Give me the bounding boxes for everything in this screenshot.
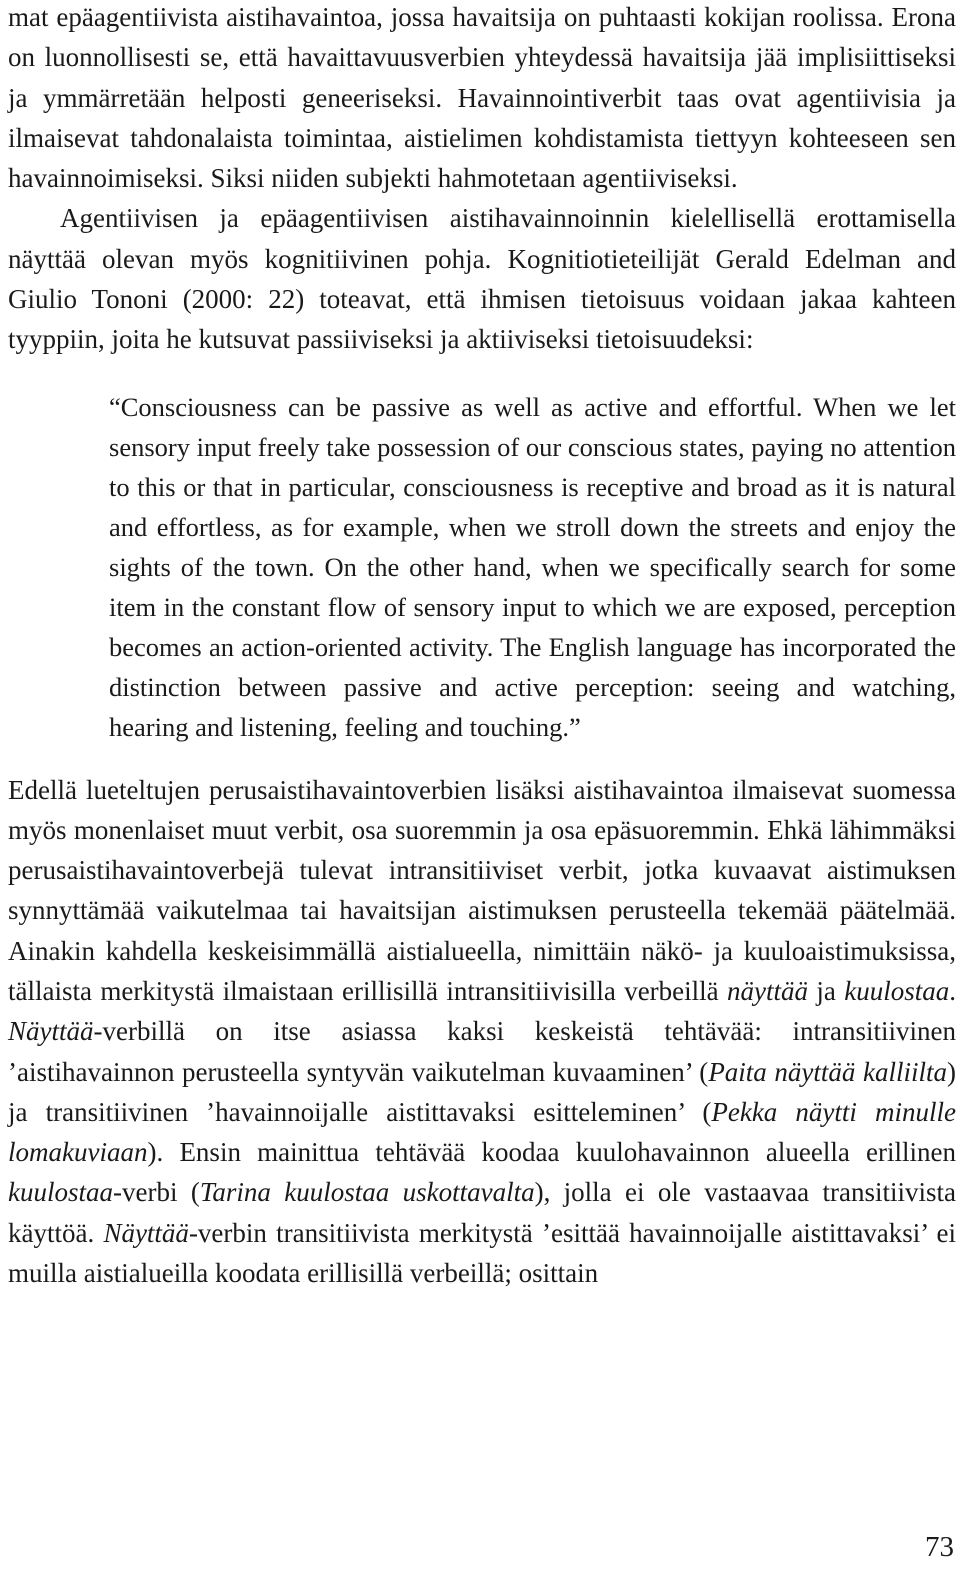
- paragraph-3: [8, 770, 956, 1294]
- document-page: [8, 0, 956, 1293]
- text-run: .: [949, 976, 956, 1006]
- text-run: ), jolla ei ole vastaavaa transitiivista käyttöä.: [8, 1177, 956, 1248]
- page-number: 73: [925, 1531, 954, 1563]
- italic-term: näyttää: [727, 976, 809, 1006]
- paragraph-2: Agentiivisen ja epäagentiivisen aistihavainnoinnin kielellisellä erottamisella näyttää olevan myös kognitiivinen pohja. Kognitiotieteilijät Gerald Edelman and Giulio Tononi (2000: 22) toteavat, että ihmisen tietoisuus voidaan jakaa kahteen tyyppiin, joita he kutsuvat passiiviseksi ja aktiiviseksi tietoisuudeksi:: [8, 203, 956, 355]
- italic-term: Näyttää: [103, 1217, 189, 1248]
- text-run: -verbi (: [113, 1177, 200, 1208]
- italic-example: Paita näyttää kalliilta: [708, 1056, 947, 1087]
- text-run: -verbillä on itse asiassa kaksi keskeistä tehtävää: intransitiivinen ’aistihavainnon perusteella syntyvän vaikutelman kuvaaminen’ (: [8, 1016, 956, 1087]
- text-run: ). Ensin mainittua tehtävää koodaa kuulohavainnon alueella erillinen: [147, 1137, 956, 1168]
- italic-example: Pekka näytti minulle lomakuviaan: [8, 1096, 956, 1168]
- italic-example: Tarina kuulostaa uskottavalta: [199, 1177, 535, 1208]
- text-run: Edellä lueteltujen perusaistihavaintoverbien lisäksi aistihavaintoa ilmaisevat suomessa myös monenlaiset muut verbit, osa suoremmin ja osa epäsuoremmin. Ehkä lähimmäksi perusaistihavaintoverbejä tulevat intransitiiviset verbit, jotka kuvaavat aistimuksen synnyttämää vaikutelmaa tai havaitsijan aistimuksen perusteella tekemää päätelmää. Ainakin kahdella keskeisimmällä aistialueella, nimittäin näkö- ja kuuloaistimuksissa, tällaista merkitystä ilmaistaan erillisillä intransitiivisilla verbeillä: [8, 774, 956, 1006]
- text-run: ) ja transitiivinen ’havainnoijalle aistittavaksi esitteleminen’ (: [8, 1056, 956, 1127]
- block-quote: “Consciousness can be passive as well as active and effortful. When we let sensory input freely take possession of our conscious states, paying no attention to this or that in particular, consciousness is receptive and broad as it is natural and effortless, as for example, when we stroll down the streets and enjoy the sights of the town. On the other hand, when we specifically search for some item in the constant flow of sensory input to which we are exposed, perception becomes an action-oriented activity. The English language has incorporated the distinction between passive and active perception: seeing and watching, hearing and listening, feeling and touching.”: [109, 391, 956, 743]
- text-run: -verbin transitiivista merkitystä ’esittää havainnoijalle aistittavaksi’ ei muilla aistialueilla koodata erillisillä verbeillä; osittain: [8, 1217, 956, 1289]
- italic-term: kuulostaa: [8, 1177, 113, 1208]
- text-run: ja: [808, 976, 845, 1006]
- italic-term: Näyttää: [8, 1016, 94, 1047]
- paragraph-1: mat epäagentiivista aistihavaintoa, jossa havaitsija on puhtaasti kokijan roolissa. Erona on luonnollisesti se, että havaittavuusverbien yhteydessä havaitsija jää implisiittiseksi ja ymmärretään helposti geneeriseksi. Havainnointiverbit taas ovat agentiivisia ja ilmaisevat tahdonalaista toimintaa, aistielimen kohdistamista tiettyyn kohteeseen sen havainnoimiseksi. Siksi niiden subjekti hahmotetaan agentiiviseksi.: [8, 2, 956, 194]
- italic-term: kuulostaa: [844, 976, 950, 1006]
